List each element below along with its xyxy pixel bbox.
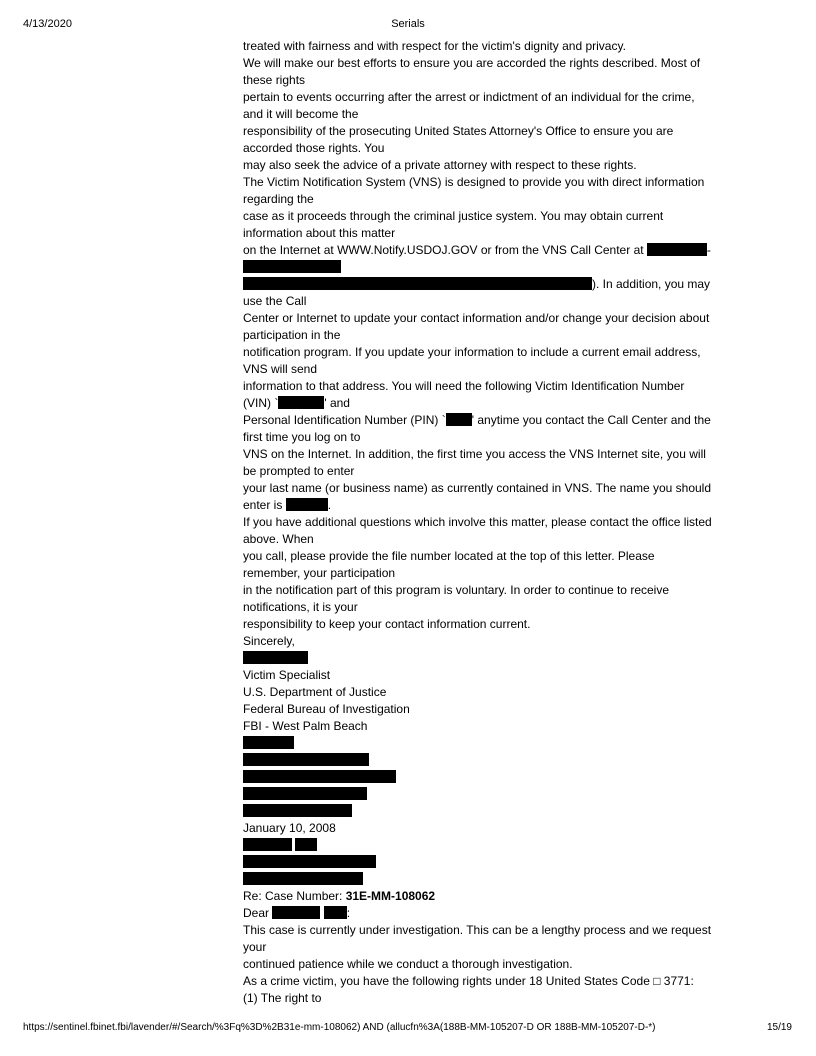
redaction-box bbox=[647, 243, 707, 256]
letter-text: ' anytime you contact the Call Center and the bbox=[471, 413, 711, 427]
letter-line: We will make our best efforts to ensure you are accorded the rights described. Most of bbox=[243, 56, 701, 70]
letter-line: Sincerely, bbox=[243, 634, 295, 648]
letter-text: (VIN) ` bbox=[243, 396, 279, 410]
letter-text: Re: Case Number: bbox=[243, 889, 346, 903]
redaction-box bbox=[446, 413, 472, 426]
letter-line: U.S. Department of Justice bbox=[243, 685, 387, 699]
redaction-box bbox=[272, 906, 320, 919]
letter-line: notifications, it is your bbox=[243, 600, 358, 614]
letter-text: ' and bbox=[324, 396, 350, 410]
case-number: 31E-MM-108062 bbox=[345, 889, 436, 903]
redaction-box bbox=[243, 804, 352, 817]
letter-body bbox=[243, 38, 723, 1007]
letter-line: information about this matter bbox=[243, 226, 396, 240]
redaction-box bbox=[243, 855, 376, 868]
letter-line bbox=[243, 854, 723, 871]
letter-line: This case is currently under investigation. This can be a lengthy process and we request bbox=[243, 923, 712, 937]
letter-line: remember, your participation bbox=[243, 566, 396, 580]
letter-line: The Victim Notification System (VNS) is designed to provide you with direct information bbox=[243, 175, 705, 189]
redaction-box bbox=[243, 787, 367, 800]
redaction-box bbox=[286, 498, 328, 511]
letter-line bbox=[243, 803, 723, 820]
letter-line: Center or Internet to update your contact information and/or change your decision about bbox=[243, 311, 710, 325]
letter-line: and it will become the bbox=[243, 107, 359, 121]
letter-line: information to that address. You will need the following Victim Identification Number bbox=[243, 379, 685, 393]
letter-line: Federal Bureau of Investigation bbox=[243, 702, 410, 716]
letter-line: Victim Specialist bbox=[243, 668, 331, 682]
redaction-box bbox=[243, 838, 292, 851]
letter-line: responsibility of the prosecuting United States Attorney's Office to ensure you are bbox=[243, 124, 674, 138]
letter-line: case as it proceeds through the criminal justice system. You may obtain current bbox=[243, 209, 664, 223]
letter-line: be prompted to enter bbox=[243, 464, 355, 478]
letter-text: . bbox=[327, 498, 332, 512]
letter-line bbox=[243, 242, 723, 259]
redaction-box bbox=[243, 736, 294, 749]
letter-line: above. When bbox=[243, 532, 314, 546]
letter-line: in the notification part of this program is voluntary. In order to continue to receive bbox=[243, 583, 669, 597]
letter-line: treated with fairness and with respect for the victim's dignity and privacy. bbox=[243, 39, 626, 53]
letter-line bbox=[243, 769, 723, 786]
letter-line: continued patience while we conduct a thorough investigation. bbox=[243, 957, 573, 971]
letter-line: If you have additional questions which involve this matter, please contact the office listed bbox=[243, 515, 712, 529]
letter-line: (1) The right to bbox=[243, 991, 322, 1005]
letter-line: As a crime victim, you have the following rights under 18 United States Code □ 3771: bbox=[243, 974, 694, 988]
page-number: 15/19 bbox=[766, 1022, 792, 1033]
letter-text: Dear bbox=[243, 906, 273, 920]
letter-line: you call, please provide the file number located at the top of this letter. Please bbox=[243, 549, 655, 563]
letter-line bbox=[243, 259, 723, 276]
redaction-box bbox=[243, 260, 341, 273]
letter-text: ). In addition, you may bbox=[592, 277, 711, 291]
redaction-box bbox=[324, 906, 347, 919]
letter-line: VNS will send bbox=[243, 362, 318, 376]
letter-line: regarding the bbox=[243, 192, 314, 206]
letter-text: on the Internet at WWW.Notify.USDOJ.GOV or from the VNS Call Center at bbox=[243, 243, 647, 257]
redaction-box bbox=[243, 753, 369, 766]
letter-line bbox=[243, 905, 723, 922]
letter-line bbox=[243, 395, 723, 412]
redaction-box bbox=[243, 277, 592, 290]
letter-text: enter is bbox=[243, 498, 286, 512]
letter-line: January 10, 2008 bbox=[243, 821, 336, 835]
letter-line bbox=[243, 412, 723, 429]
letter-line: use the Call bbox=[243, 294, 307, 308]
letter-text: - bbox=[706, 243, 711, 257]
redaction-box bbox=[243, 651, 308, 664]
letter-line: pertain to events occurring after the arrest or indictment of an individual for the crime, bbox=[243, 90, 695, 104]
footer-url: https://sentinel.fbinet.fbi/lavender/#/Search/%3Fq%3D%2B31e-mm-108062) AND (allucfn%3A(188B-MM-105207-D OR 188B-MM-105207-D-*) bbox=[23, 1022, 656, 1033]
letter-line: responsibility to keep your contact information current. bbox=[243, 617, 531, 631]
letter-line bbox=[243, 786, 723, 803]
letter-line: VNS on the Internet. In addition, the first time you access the VNS Internet site, you will bbox=[243, 447, 706, 461]
redaction-box bbox=[278, 396, 324, 409]
letter-line: accorded those rights. You bbox=[243, 141, 385, 155]
letter-line bbox=[243, 871, 723, 888]
letter-line: FBI - West Palm Beach bbox=[243, 719, 368, 733]
letter-line bbox=[243, 837, 723, 854]
redaction-box bbox=[295, 838, 317, 851]
print-date: 4/13/2020 bbox=[23, 18, 72, 30]
letter-line: your bbox=[243, 940, 267, 954]
redaction-box bbox=[243, 770, 396, 783]
print-title: Serials bbox=[391, 18, 425, 30]
letter-line bbox=[243, 752, 723, 769]
letter-line bbox=[243, 650, 723, 667]
letter-text: : bbox=[346, 906, 351, 920]
letter-line: may also seek the advice of a private attorney with respect to these rights. bbox=[243, 158, 637, 172]
letter-line: participation in the bbox=[243, 328, 341, 342]
letter-line: first time you log on to bbox=[243, 430, 361, 444]
letter-text: Personal Identification Number (PIN) ` bbox=[243, 413, 446, 427]
letter-line bbox=[243, 497, 723, 514]
letter-line: these rights bbox=[243, 73, 306, 87]
letter-line: your last name (or business name) as currently contained in VNS. The name you should bbox=[243, 481, 712, 495]
letter-line bbox=[243, 276, 723, 293]
letter-line bbox=[243, 888, 723, 905]
letter-line: notification program. If you update your information to include a current email address, bbox=[243, 345, 701, 359]
letter-line bbox=[243, 735, 723, 752]
redaction-box bbox=[243, 872, 363, 885]
